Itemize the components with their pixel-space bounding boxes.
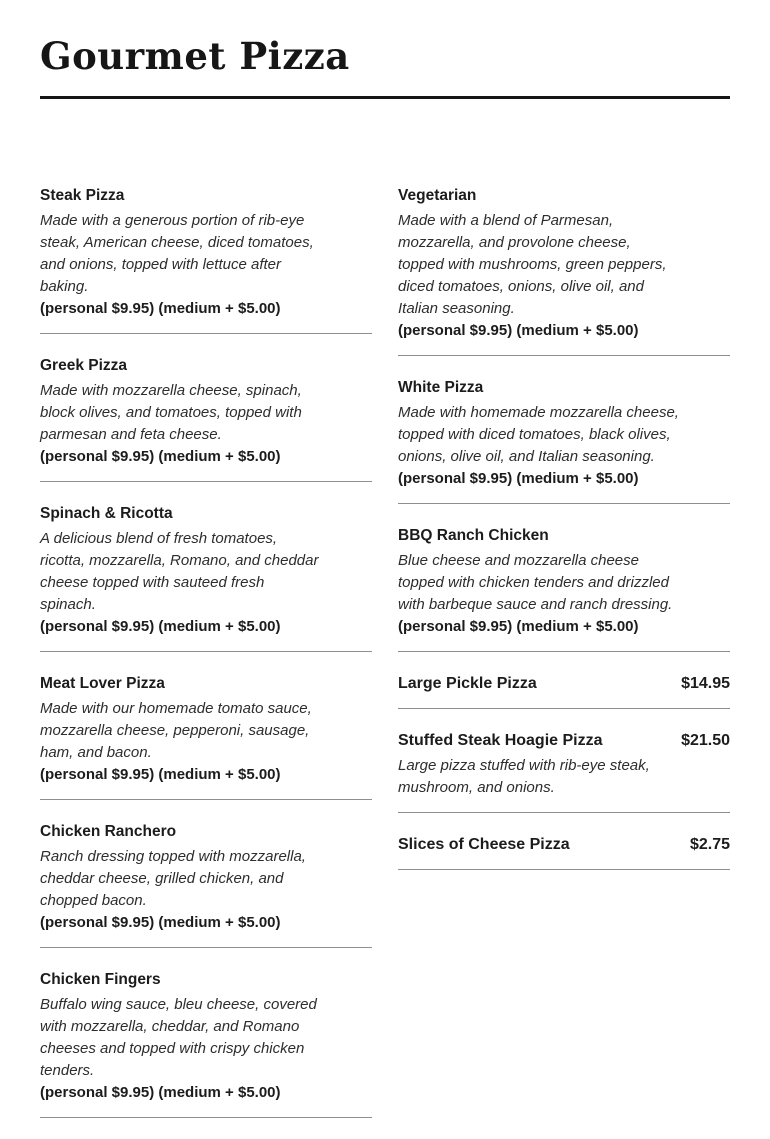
item-name: Slices of Cheese Pizza <box>398 836 570 853</box>
item-price-line: (personal $9.95) (medium + $5.00) <box>40 1084 281 1101</box>
menu-item-meat-lover-pizza <box>40 673 372 800</box>
item-price-line: (personal $9.95) (medium + $5.00) <box>398 322 639 339</box>
page-title: Gourmet Pizza <box>40 34 350 78</box>
menu-item-greek-pizza <box>40 355 372 482</box>
item-price: $14.95 <box>681 675 730 692</box>
item-name: Chicken Fingers <box>40 971 161 988</box>
item-description: Made with a generous portion of rib-eye steak, American cheese, diced tomatoes, and onions, topped with lettuce after baking. <box>40 212 314 295</box>
menu-item-spinach-ricotta <box>40 503 372 652</box>
item-name: Greek Pizza <box>40 357 128 374</box>
item-name: Spinach & Ricotta <box>40 505 173 522</box>
item-description: Ranch dressing topped with mozzarella, cheddar cheese, grilled chicken, and chopped bacon. <box>40 848 306 909</box>
item-description: A delicious blend of fresh tomatoes, ricotta, mozzarella, Romano, and cheddar cheese topped with sauteed fresh spinach. <box>40 530 319 613</box>
item-name: Meat Lover Pizza <box>40 675 165 692</box>
item-name: Stuffed Steak Hoagie Pizza <box>398 732 603 749</box>
menu-columns <box>40 185 730 1139</box>
menu-column-right <box>398 185 730 1139</box>
menu-item-slices-of-cheese-pizza <box>398 834 730 870</box>
item-name: Steak Pizza <box>40 187 125 204</box>
item-name-price-row <box>398 673 730 695</box>
item-name-price-row <box>398 834 730 856</box>
item-price: $2.75 <box>689 836 730 853</box>
menu-item-large-pickle-pizza <box>398 673 730 709</box>
item-name: White Pizza <box>398 379 484 396</box>
menu-column-left <box>40 185 372 1139</box>
item-description: Made with mozzarella cheese, spinach, block olives, and tomatoes, topped with parmesan and feta cheese. <box>40 382 302 443</box>
title-divider <box>40 96 730 99</box>
item-name: BBQ Ranch Chicken <box>398 527 549 544</box>
menu-item-steak-pizza <box>40 185 372 334</box>
menu-item-bbq-ranch-chicken <box>398 525 730 652</box>
item-price-line: (personal $9.95) (medium + $5.00) <box>40 618 281 635</box>
item-price-line: (personal $9.95) (medium + $5.00) <box>40 448 281 465</box>
item-name-price-row <box>398 730 730 752</box>
item-price-line: (personal $9.95) (medium + $5.00) <box>398 618 639 635</box>
menu-item-stuffed-steak-hoagie-pizza <box>398 730 730 813</box>
item-description: Blue cheese and mozzarella cheese topped with chicken tenders and drizzled with barbeque sauce and ranch dressing. <box>398 552 673 613</box>
item-price-line: (personal $9.95) (medium + $5.00) <box>398 470 639 487</box>
menu-item-chicken-fingers <box>40 969 372 1118</box>
menu-item-chicken-ranchero <box>40 821 372 948</box>
menu-item-vegetarian <box>398 185 730 356</box>
item-price-line: (personal $9.95) (medium + $5.00) <box>40 766 281 783</box>
item-price-line: (personal $9.95) (medium + $5.00) <box>40 300 281 317</box>
item-description: Large pizza stuffed with rib-eye steak, mushroom, and onions. <box>398 757 650 796</box>
item-name: Vegetarian <box>398 187 477 204</box>
item-description: Made with our homemade tomato sauce, mozzarella cheese, pepperoni, sausage, ham, and bacon. <box>40 700 312 761</box>
item-name: Large Pickle Pizza <box>398 675 537 692</box>
item-description: Made with a blend of Parmesan, mozzarella, and provolone cheese, topped with mushrooms, green peppers, diced tomatoes, onions, olive oil, and Italian seasoning. <box>398 212 667 317</box>
item-price: $21.50 <box>681 732 730 749</box>
item-description: Buffalo wing sauce, bleu cheese, covered with mozzarella, cheddar, and Romano cheeses and topped with crispy chicken tenders. <box>40 996 317 1079</box>
menu-item-white-pizza <box>398 377 730 504</box>
item-price-line: (personal $9.95) (medium + $5.00) <box>40 914 281 931</box>
item-description: Made with homemade mozzarella cheese, topped with diced tomatoes, black olives, onions, olive oil, and Italian seasoning. <box>398 404 679 465</box>
item-name: Chicken Ranchero <box>40 823 177 840</box>
